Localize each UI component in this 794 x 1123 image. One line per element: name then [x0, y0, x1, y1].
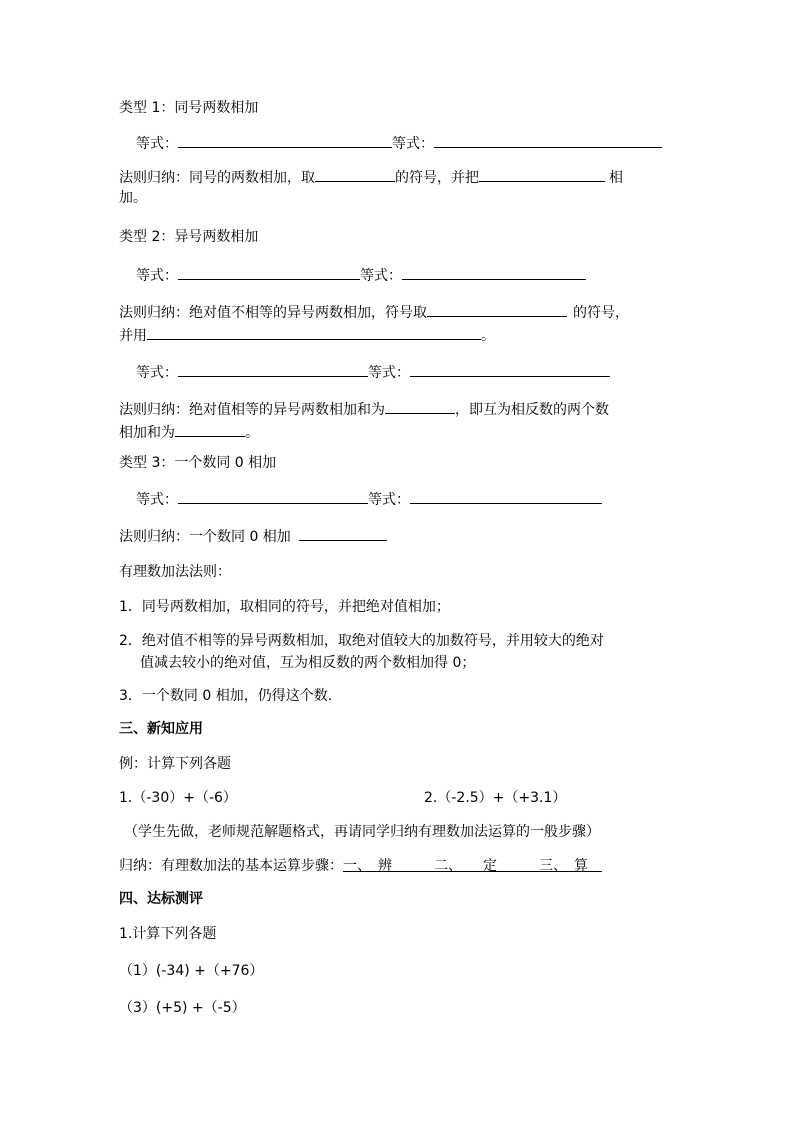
type1-heading: 类型 1：同号两数相加 — [119, 100, 259, 116]
rule-text: ，即互为相反数的两个数 — [455, 402, 609, 418]
rule-2: 2．绝对值不相等的异号两数相加，取绝对值较大的加数符号，并用较大的绝对 — [119, 633, 604, 649]
rule-text: 并用 — [119, 328, 147, 344]
teaching-note: （学生先做，老师规范解题格式，再请同学归纳有理数加法运算的一般步骤） — [124, 824, 600, 840]
rule-blank[interactable] — [315, 167, 395, 182]
rule-text: 。 — [245, 425, 259, 441]
equation-blank[interactable] — [178, 265, 360, 280]
equation-blank[interactable] — [402, 265, 586, 280]
rule-blank[interactable] — [479, 167, 605, 182]
rule-3: 3．一个数同 0 相加，仍得这个数. — [119, 688, 333, 704]
rule-text: 。 — [481, 328, 495, 344]
section4-title: 四、达标测评 — [119, 891, 203, 907]
type1-rule-line — [119, 167, 623, 187]
type2-rule1-continuation — [119, 325, 495, 345]
type2-rule2-line — [119, 399, 609, 419]
equation-label: 等式： — [368, 365, 410, 381]
rules-title: 有理数加法法则： — [119, 564, 231, 580]
rule-text: 法则归纳：同号的两数相加，取 — [119, 170, 315, 186]
exercise-3: （3）(+5) +（-5） — [119, 1000, 246, 1016]
type2-equation-row-2 — [136, 362, 610, 382]
rule-text: 的符号， — [573, 305, 629, 321]
type2-rule1-line — [119, 302, 629, 322]
equation-blank[interactable] — [178, 362, 368, 377]
equation-label: 等式： — [136, 492, 178, 508]
equation-blank[interactable] — [410, 489, 602, 504]
equation-label: 等式： — [360, 268, 402, 284]
summary-steps: 一、 辨 二、 定 三、 算 — [343, 858, 602, 874]
example-prompt: 例：计算下列各题 — [119, 756, 231, 772]
equation-label: 等式： — [392, 136, 434, 152]
exercise-prompt: 1.计算下列各题 — [119, 926, 217, 942]
rule-blank[interactable] — [427, 302, 567, 317]
rule-blank[interactable] — [299, 526, 387, 541]
rule-text: 的符号，并把 — [395, 170, 479, 186]
equation-label: 等式： — [136, 136, 178, 152]
type1-equation-row — [136, 133, 662, 153]
rule-text: 法则归纳：绝对值不相等的异号两数相加，符号取 — [119, 305, 427, 321]
equation-blank[interactable] — [178, 133, 392, 148]
type2-heading: 类型 2：异号两数相加 — [119, 229, 259, 245]
example-2: 2.（-2.5）+（+3.1） — [424, 790, 567, 806]
example-1: 1.（-30）+（-6） — [119, 790, 237, 806]
steps-summary — [119, 857, 602, 875]
equation-blank[interactable] — [434, 133, 662, 148]
type3-rule-line — [119, 526, 387, 546]
type2-equation-row-1 — [136, 265, 586, 285]
equation-label: 等式： — [368, 492, 410, 508]
equation-label: 等式： — [136, 365, 178, 381]
rule-text: 相 — [609, 170, 623, 186]
type3-heading: 类型 3：一个数同 0 相加 — [119, 455, 277, 471]
rule-2-continuation: 值减去较小的绝对值，互为相反数的两个数相加得 0； — [140, 655, 476, 671]
rule-blank[interactable] — [147, 325, 481, 340]
section3-title: 三、新知应用 — [119, 721, 203, 737]
rule-text: 相加和为 — [119, 425, 175, 441]
rule-text: 法则归纳：绝对值相等的异号两数相加和为 — [119, 402, 385, 418]
equation-blank[interactable] — [410, 362, 610, 377]
type1-rule-continuation: 加。 — [119, 190, 147, 206]
type2-rule2-continuation — [119, 422, 259, 442]
exercise-1: （1）(-34) +（+76） — [119, 963, 264, 979]
rule-text: 法则归纳：一个数同 0 相加 — [119, 529, 291, 545]
rule-blank[interactable] — [385, 399, 455, 414]
rule-1: 1．同号两数相加，取相同的符号，并把绝对值相加； — [119, 599, 450, 615]
equation-label: 等式： — [136, 268, 178, 284]
type3-equation-row — [136, 489, 602, 509]
summary-label: 归纳：有理数加法的基本运算步骤： — [119, 858, 343, 874]
equation-blank[interactable] — [178, 489, 368, 504]
rule-blank[interactable] — [175, 422, 245, 437]
